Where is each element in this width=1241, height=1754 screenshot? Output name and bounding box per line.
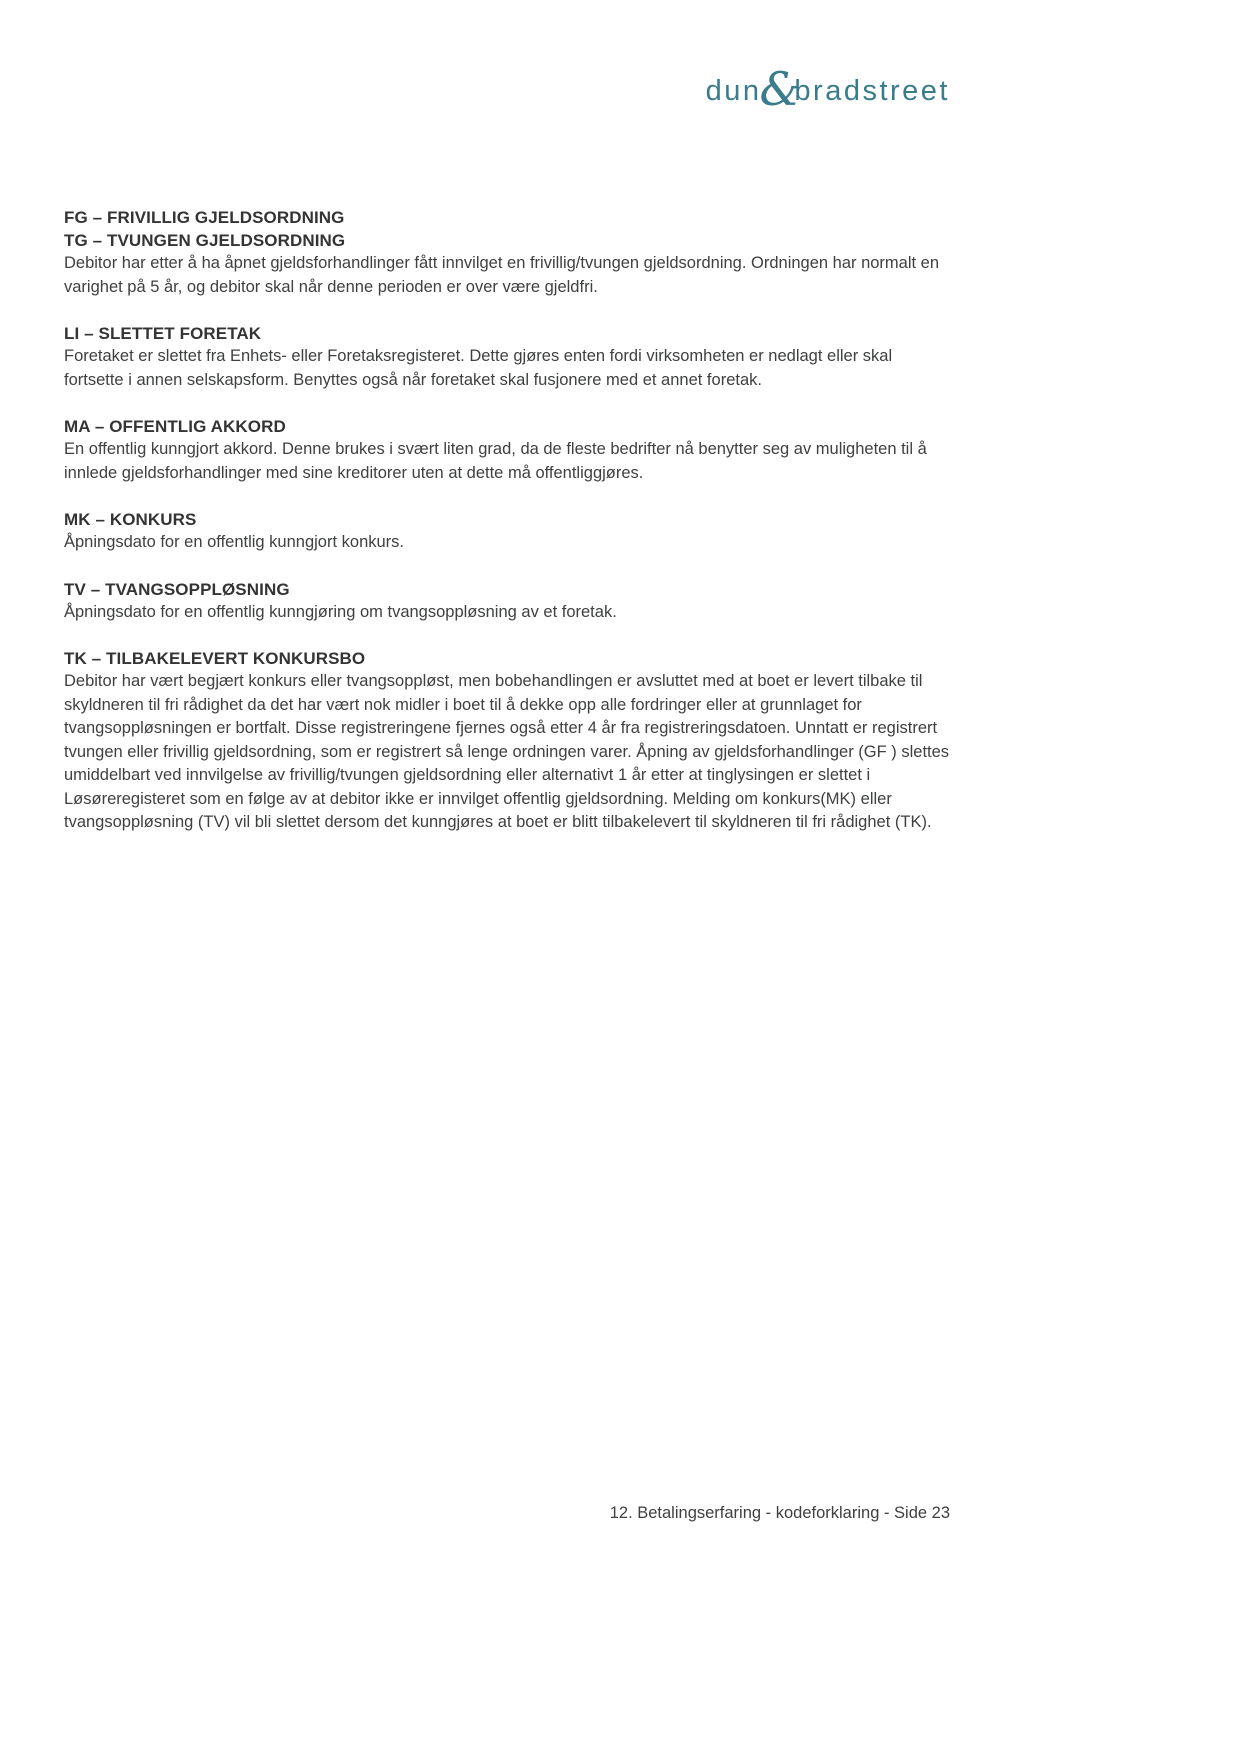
section-tv <box>64 578 950 625</box>
section-heading-tk: TK – TILBAKELEVERT KONKURSBO <box>64 649 366 668</box>
logo-word-dun: dun <box>705 75 762 107</box>
section-body-fg-tg: Debitor har etter å ha åpnet gjeldsforhandlinger fått innvilget en frivillig/tvungen gjeldsordning. Ordningen har normalt en varighet på 5 år, og debitor skal når denne perioden er over være gjeldfri. <box>64 254 940 296</box>
section-body-ma: En offentlig kunngjort akkord. Denne brukes i svært liten grad, da de fleste bedrifter nå benytter seg av muligheten til å innlede gjeldsforhandlinger med sine kreditorer uten at dette må offentliggjøres. <box>64 440 927 482</box>
section-heading-fg: FG – FRIVILLIG GJELDSORDNING <box>64 208 345 227</box>
section-heading-tg: TG – TVUNGEN GJELDSORDNING <box>64 231 346 250</box>
section-fg-tg <box>64 206 950 299</box>
section-heading-ma: MA – OFFENTLIG AKKORD <box>64 417 286 436</box>
section-heading-tv: TV – TVANGSOPPLØSNING <box>64 579 290 599</box>
section-heading-li: LI – SLETTET FORETAK <box>64 324 262 343</box>
page-footer: 12. Betalingserfaring - kodeforklaring - Side 23 <box>609 1504 950 1522</box>
section-heading-mk: MK – KONKURS <box>64 510 197 529</box>
section-li <box>64 322 950 392</box>
section-tk <box>64 647 950 835</box>
section-body-tv: Åpningsdato for en offentlig kunngjøring om tvangsoppløsning av et foretak. <box>64 602 617 621</box>
dun-bradstreet-logo <box>705 62 950 116</box>
section-body-tk: Debitor har vært begjært konkurs eller tvangsoppløst, men bobehandlingen er avsluttet med at boet er levert tilbake til skyldneren til fri rådighet da det har vært nok midler i boet til å dekke opp alle fordringer eller at grunnlaget for tvangsoppløsningen er bortfalt. Disse registreringene fjernes også etter 4 år fra registreringsdatoen. Unntatt er registrert tvungen eller frivillig gjeldsordning, som er registrert så lenge ordningen varer. Åpning av gjeldsforhandlinger (GF ) slettes umiddelbart ved innvilgelse av frivillig/tvungen gjeldsordning eller alternativt 1 år etter at tinglysingen er slettet i Løsøreregisteret som en følge av at debitor ikke er innvilget offentlig gjeldsordning. Melding om konkurs(MK) eller tvangsoppløsning (TV) vil bli slettet dersom det kunngjøres at boet er blitt tilbakelevert til skyldneren til fri rådighet (TK). <box>64 672 950 831</box>
logo-ampersand-icon: & <box>759 62 801 116</box>
logo-word-bradstreet: bradstreet <box>794 75 950 107</box>
section-body-mk: Åpningsdato for en offentlig kunngjort konkurs. <box>64 533 404 551</box>
section-ma <box>64 415 950 485</box>
section-body-li: Foretaket er slettet fra Enhets- eller Foretaksregisteret. Dette gjøres enten fordi virksomheten er nedlagt eller skal fortsette i annen selskapsform. Benyttes også når foretaket skal fusjonere med et annet foretak. <box>64 347 893 389</box>
section-mk <box>64 508 950 555</box>
document-body <box>64 206 950 858</box>
